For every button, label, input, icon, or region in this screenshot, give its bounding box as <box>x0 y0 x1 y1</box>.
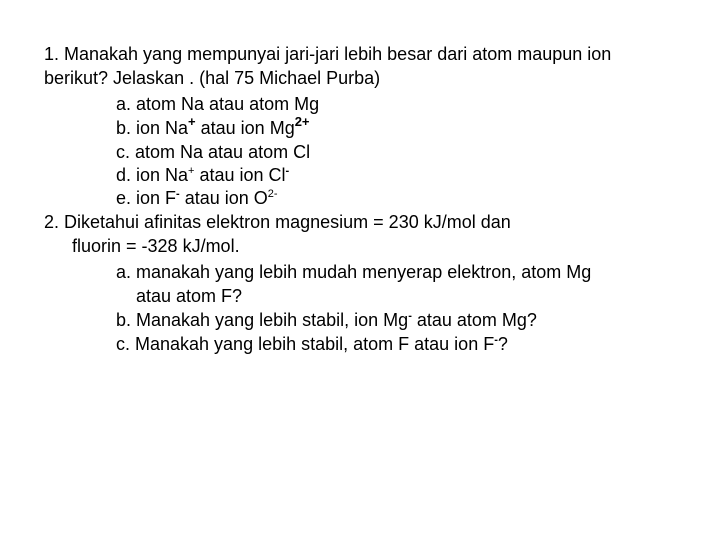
q2-option-b-pre: b. Manakah yang lebih stabil, ion Mg <box>116 310 409 330</box>
q2-option-b-sup1: - <box>408 310 412 322</box>
q1-option-b-pre: b. ion Na <box>116 118 189 138</box>
q1-option-b-sup1: + <box>188 114 196 129</box>
q2-option-c-sup1: - <box>494 334 498 346</box>
q1-option-d-sup2: - <box>285 165 290 177</box>
q1-option-e-mid: atau ion O <box>179 188 268 208</box>
q1-option-e <box>116 186 278 210</box>
q2-option-c-pre: c. Manakah yang lebih stabil, atom F atau ion F <box>116 334 495 354</box>
q2-line-1: 2. Diketahui afinitas elektron magnesium = 230 kJ/mol dan <box>44 212 511 232</box>
q1-option-b <box>116 116 310 140</box>
q2-line-2: fluorin = -328 kJ/mol. <box>72 236 240 256</box>
q1-line-1: 1. Manakah yang mempunyai jari-jari lebih besar dari atom maupun ion <box>44 44 612 64</box>
q2-option-a-line-2: atau atom F? <box>136 286 243 306</box>
q1-option-d-pre: d. ion Na <box>116 165 189 185</box>
q1-line-2: berikut? Jelaskan . (hal 75 Michael Purba) <box>44 68 381 88</box>
q2-option-a-line-1: a. manakah yang lebih mudah menyerap elektron, atom Mg <box>116 262 592 282</box>
q2-option-b <box>116 308 537 332</box>
q1-option-a: a. atom Na atau atom Mg <box>116 94 320 114</box>
q2-option-c-post: ? <box>497 334 508 354</box>
q2-option-b-post: atau atom Mg? <box>411 310 537 330</box>
q1-option-d-sup1: + <box>188 165 195 177</box>
q1-option-d <box>116 163 289 187</box>
q1-option-b-sup2: 2+ <box>294 114 310 129</box>
q1-option-d-mid: atau ion Cl <box>194 165 286 185</box>
q1-option-b-mid: atau ion Mg <box>195 118 295 138</box>
q1-option-e-pre: e. ion F <box>116 188 177 208</box>
q2-option-c <box>116 332 508 356</box>
q1-option-e-sup2: 2- <box>267 188 278 200</box>
q1-option-e-sup1: - <box>176 188 180 200</box>
q1-option-c: c. atom Na atau atom Cl <box>116 142 311 162</box>
